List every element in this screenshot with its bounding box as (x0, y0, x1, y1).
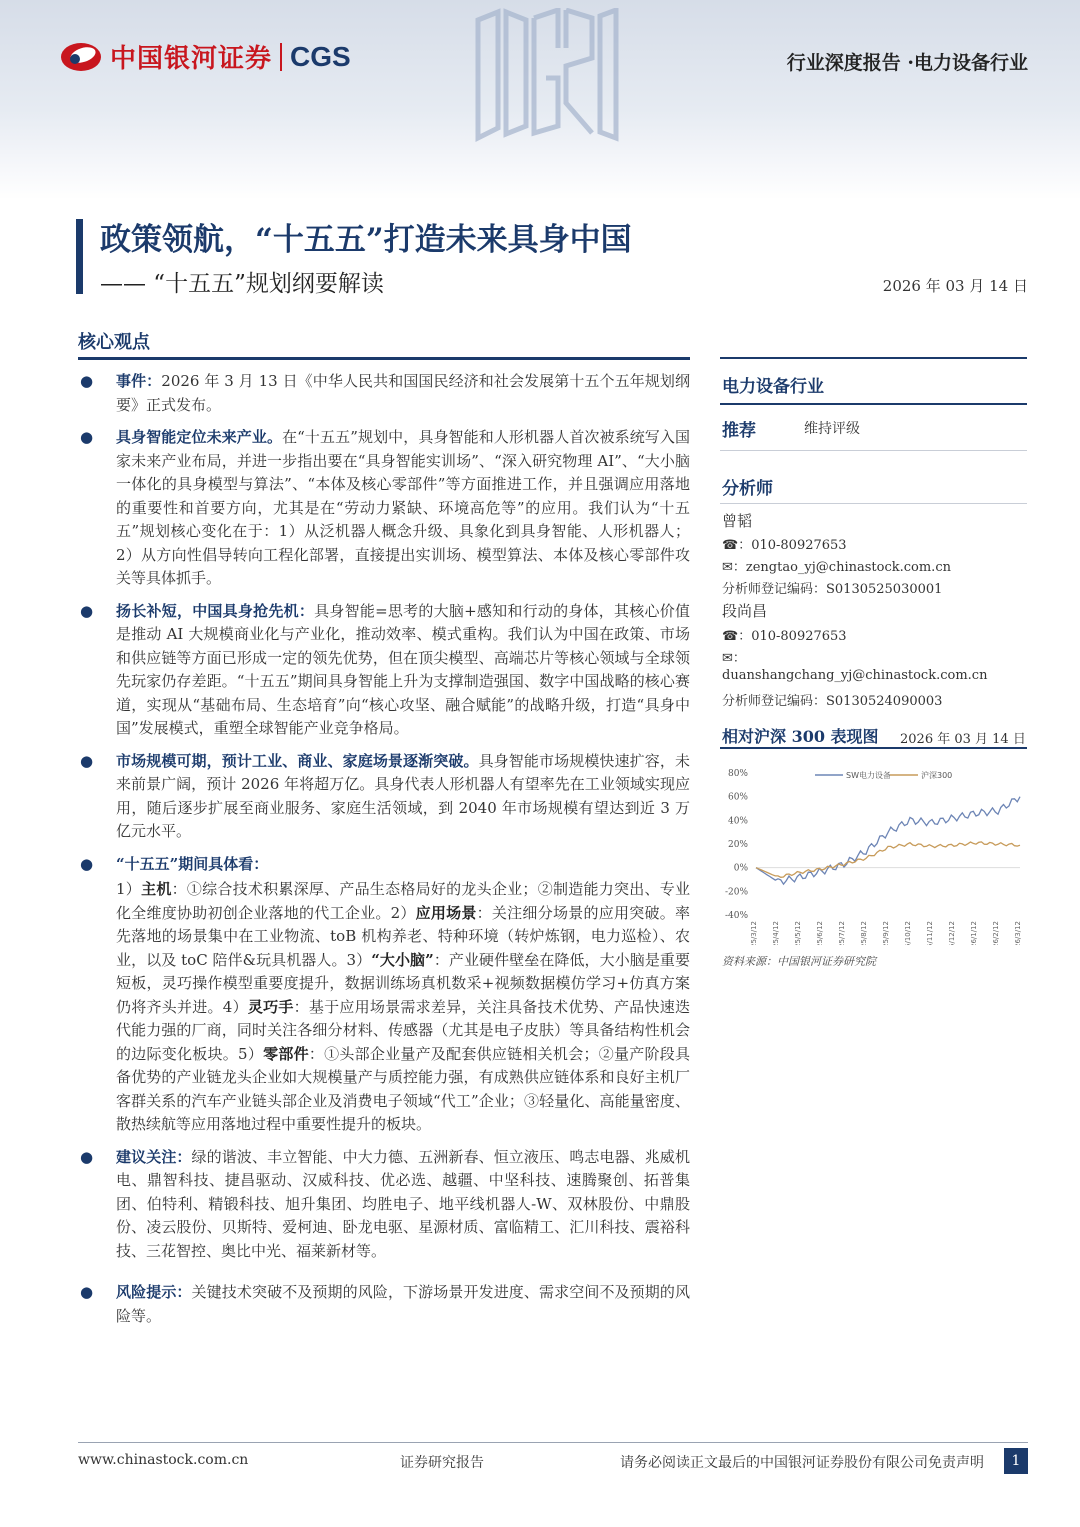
para-text: ：①头部企业量产及配套供应链相关机会；②量产阶段具备优势的产业链龙头企业如大规模量产与质控能力强，有成熟供应链体系和良好主机厂客群关系的汽车产业链头部企业及消费电子领域“代工”企业；③轻量化、高能量密度、散热续航等应用落地过程中重要性提升的板块。 (116, 1044, 690, 1133)
performance-chart-svg (720, 755, 1027, 945)
y-tick-label: 60% (727, 792, 748, 803)
series-line-2 (756, 842, 1020, 877)
para-keyword: 零部件 (263, 1044, 309, 1063)
chart-date: 2026 年 03 月 14 日 (900, 732, 1026, 747)
para-keyword: 灵巧手 (247, 997, 294, 1016)
analyst-2-email-icon: ✉： (722, 651, 746, 666)
x-tick-label: 2025/11/12 (926, 921, 934, 945)
analyst-2-name: 段尚昌 (722, 602, 768, 620)
galaxy-logo-icon (60, 40, 102, 74)
bullet-lead: 市场规模可期，预计工业、商业、家庭场景逐渐突破。 (116, 751, 479, 770)
x-tick-label: 2025/4/12 (772, 921, 780, 945)
logo-chinese-name: 中国银河证券 (110, 44, 273, 74)
y-tick-label: 40% (727, 816, 748, 827)
para-text: ：关注细分场景的应用突破。率先落地的场景集中在工业物流、toB 机构养老、特种环境（转炉炼钢，电力巡检）、农业，以及 toC 陪伴&玩具机器人。3） (116, 903, 690, 969)
para-keyword: “大小脑” (371, 950, 434, 969)
bullet-dot-icon: ● (80, 1147, 94, 1166)
core-views-list (78, 370, 690, 1337)
x-tick-label: 2026/3/12 (1014, 921, 1022, 945)
footer-disclaimer: 请务必阅读正文最后的中国银河证券股份有限公司免责声明 (620, 1455, 984, 1471)
analyst-2-email: duanshangchang_yj@chinastock.com.cn (722, 668, 988, 683)
para-keyword: 主机 (141, 880, 172, 898)
y-tick-label: 80% (727, 769, 748, 779)
report-type: 行业深度报告 ·电力设备行业 (786, 52, 1028, 74)
bullet-positioning (78, 426, 690, 591)
para-keyword: 应用场景 (415, 903, 477, 922)
core-views-divider (78, 357, 690, 360)
x-tick-label: 2025/6/12 (816, 921, 824, 945)
page-number: 1 (1004, 1448, 1028, 1474)
footer-website[interactable]: www.chinastock.com.cn (78, 1452, 249, 1468)
chart-heading: 相对沪深 300 表现图 (722, 727, 879, 746)
footer-report-label: 证券研究报告 (400, 1455, 484, 1471)
series-line-1 (756, 797, 1020, 884)
analyst-1-code: 分析师登记编码：S0130525030001 (722, 582, 943, 597)
y-tick-label: 20% (727, 840, 748, 850)
bullet-recommend (78, 1146, 690, 1264)
bullet-lead: 扬长补短，中国具身抢先机： (116, 601, 315, 620)
bullet-market-size (78, 750, 690, 844)
x-tick-label: 2025/7/12 (838, 921, 846, 945)
details-paragraph (78, 878, 690, 1137)
bullet-text: 具身智能市场规模快速扩容，未来前景广阔，预计 2026 年将超万亿。具身代表人形机器人有望率先在工业领域实现应用，随后逐步扩展至商业服务、家庭生活领域，到 2040 年市场规模有望达到近 3 万亿元水平。 (116, 751, 690, 840)
sidebar-industry: 电力设备行业 (722, 377, 824, 397)
bullet-lead: 事件： (116, 372, 162, 390)
bullet-lead: “十五五”期间具体看： (116, 854, 269, 873)
bullet-text: 绿的谐波、丰立智能、中大力德、五洲新春、恒立液压、鸣志电器、兆威机电、鼎智科技、捷昌驱动、汉威科技、优必选、越疆、中坚科技、速腾聚创、拓普集团、伯特利、精锻科技、旭升集团、均胜电子、地平线机器人-W、双林股份、中鼎股份、凌云股份、贝斯特、爱柯迪、卧龙电驱、星源材质、富临精工、汇川科技、震裕科技、三花智控、奥比中光、福莱新材等。 (116, 1147, 690, 1260)
bullet-dot-icon: ● (80, 601, 94, 620)
bullet-text: 关键技术突破不及预期的风险，下游场景开发进度、需求空间不及预期的风险等。 (116, 1283, 690, 1325)
bullet-text: 2026 年 3 月 13 日《中华人民共和国国民经济和社会发展第十五个五年规划纲要》正式发布。 (116, 372, 690, 414)
bullet-risk (78, 1281, 690, 1328)
bullet-dot-icon: ● (80, 751, 94, 770)
bullet-details (78, 853, 690, 877)
bullet-dot-icon: ● (80, 372, 94, 390)
y-tick-label: -20% (724, 887, 748, 898)
chart-heading-rule (720, 747, 1027, 749)
x-tick-label: 2025/8/12 (860, 921, 868, 945)
bullet-dot-icon: ● (80, 854, 94, 873)
para-text: ：产业硬件壁垒在降低，大小脑是重要短板，灵巧操作模型重要度提升，数据训练场真机数采+视频数据模仿学习+仿真方案仍将齐头并进。4） (116, 950, 690, 1016)
sidebar-thin-rule (720, 503, 1027, 504)
cgs-watermark-icon (470, 8, 620, 143)
bullet-text: 具身智能=思考的大脑+感知和行动的身体，其核心价值是推动 AI 大规模商业化与产业化，推动效率、模式重构。我们认为中国在政策、市场和供应链等方面已形成一定的领先优势，但在顶尖模型、高端芯片等核心领域与全球领先玩家仍存差距。“十五五”期间具身智能上升为支撑制造强国、数字中国战略的核心赛道，实现从“基础布局、生态培育”向“核心攻坚、融合赋能”的战略升级，打造“具身中国”发展模式，重塑全球智能产业竞争格局。 (116, 601, 690, 737)
para-text: ：基于应用场景需求差异，关注具备技术优势、产品快速迭代能力强的厂商，同时关注各细分材料、传感器（尤其是电子皮肤）等具备结构性机会的边际变化板块。5） (116, 997, 690, 1063)
bullet-event (78, 370, 690, 417)
core-views-heading: 核心观点 (78, 332, 150, 353)
legend-label: 沪深300 (921, 771, 953, 780)
rating-value: 维持评级 (804, 421, 860, 437)
bullet-text: 在“十五五”规划中，具身智能和人形机器人首次被系统写入国家未来产业布局，并进一步指出要在“具身智能实训场”、“深入研究物理 AI”、“大小脑一体化的具身模型与算法”、“本体及核心零部件”等方面推进工作，并且强调应用落地的重要性和首要方向，尤其是在“劳动力紧缺、环境高危等”的应用。我们认为“十五五”规划核心变化在于：1）从泛机器人概念升级、具象化到具身智能、人形机器人；2）从方向性倡导转向工程化部署，直接提出实训场、模型算法、本体及核心零部件攻关等具体抓手。 (116, 428, 690, 587)
report-title: 政策领航，“十五五”打造未来具身中国 (100, 222, 632, 258)
footer-divider (78, 1442, 1028, 1443)
sidebar-top-rule (720, 357, 1027, 359)
bullet-lead: 建议关注： (116, 1147, 192, 1166)
sidebar-thin-rule (720, 450, 1027, 451)
report-date: 2026 年 03 月 14 日 (882, 277, 1028, 295)
logo-separator (280, 43, 282, 71)
rating-label: 推荐 (722, 421, 756, 441)
sidebar-rule (720, 403, 1027, 405)
title-accent-bar (76, 219, 83, 294)
x-tick-label: 2026/2/12 (992, 921, 1000, 945)
x-tick-label: 2026/1/12 (970, 921, 978, 945)
para-text: 1） (116, 880, 142, 898)
legend-label: SW电力设备 (846, 771, 891, 780)
report-subtitle: —— “十五五”规划纲要解读 (100, 271, 384, 297)
analyst-2-phone: ☎：010-80927653 (722, 629, 847, 644)
bullet-advantage (78, 600, 690, 741)
relative-performance-chart (720, 755, 1027, 949)
x-tick-label: 2025/9/12 (882, 921, 890, 945)
company-logo (60, 38, 351, 75)
bullet-dot-icon: ● (80, 428, 94, 446)
x-tick-label: 2025/10/12 (904, 921, 912, 945)
x-tick-label: 2025/12/12 (948, 921, 956, 945)
analyst-2-code: 分析师登记编码：S0130524090003 (722, 694, 943, 709)
y-tick-label: 0% (733, 863, 748, 874)
analyst-1-name: 曾韬 (722, 512, 753, 530)
bullet-lead: 风险提示： (116, 1283, 192, 1301)
x-tick-label: 2025/3/12 (750, 921, 758, 945)
bullet-lead: 具身智能定位未来产业。 (116, 428, 283, 446)
analyst-1-phone: ☎：010-80927653 (722, 538, 847, 553)
chart-source: 资料来源：中国银河证券研究院 (722, 955, 876, 968)
bullet-dot-icon: ● (80, 1283, 94, 1301)
para-text: ：①综合技术积累深厚、产品生态格局好的龙头企业；②制造能力突出、专业化全维度协助初创企业落地的代工企业。2） (116, 880, 690, 922)
analyst-heading: 分析师 (722, 479, 773, 499)
logo-english-name: CGS (290, 40, 351, 72)
y-tick-label: -40% (724, 911, 748, 921)
x-tick-label: 2025/5/12 (794, 921, 802, 945)
analyst-1-email: ✉：zengtao_yj@chinastock.com.cn (722, 560, 951, 575)
